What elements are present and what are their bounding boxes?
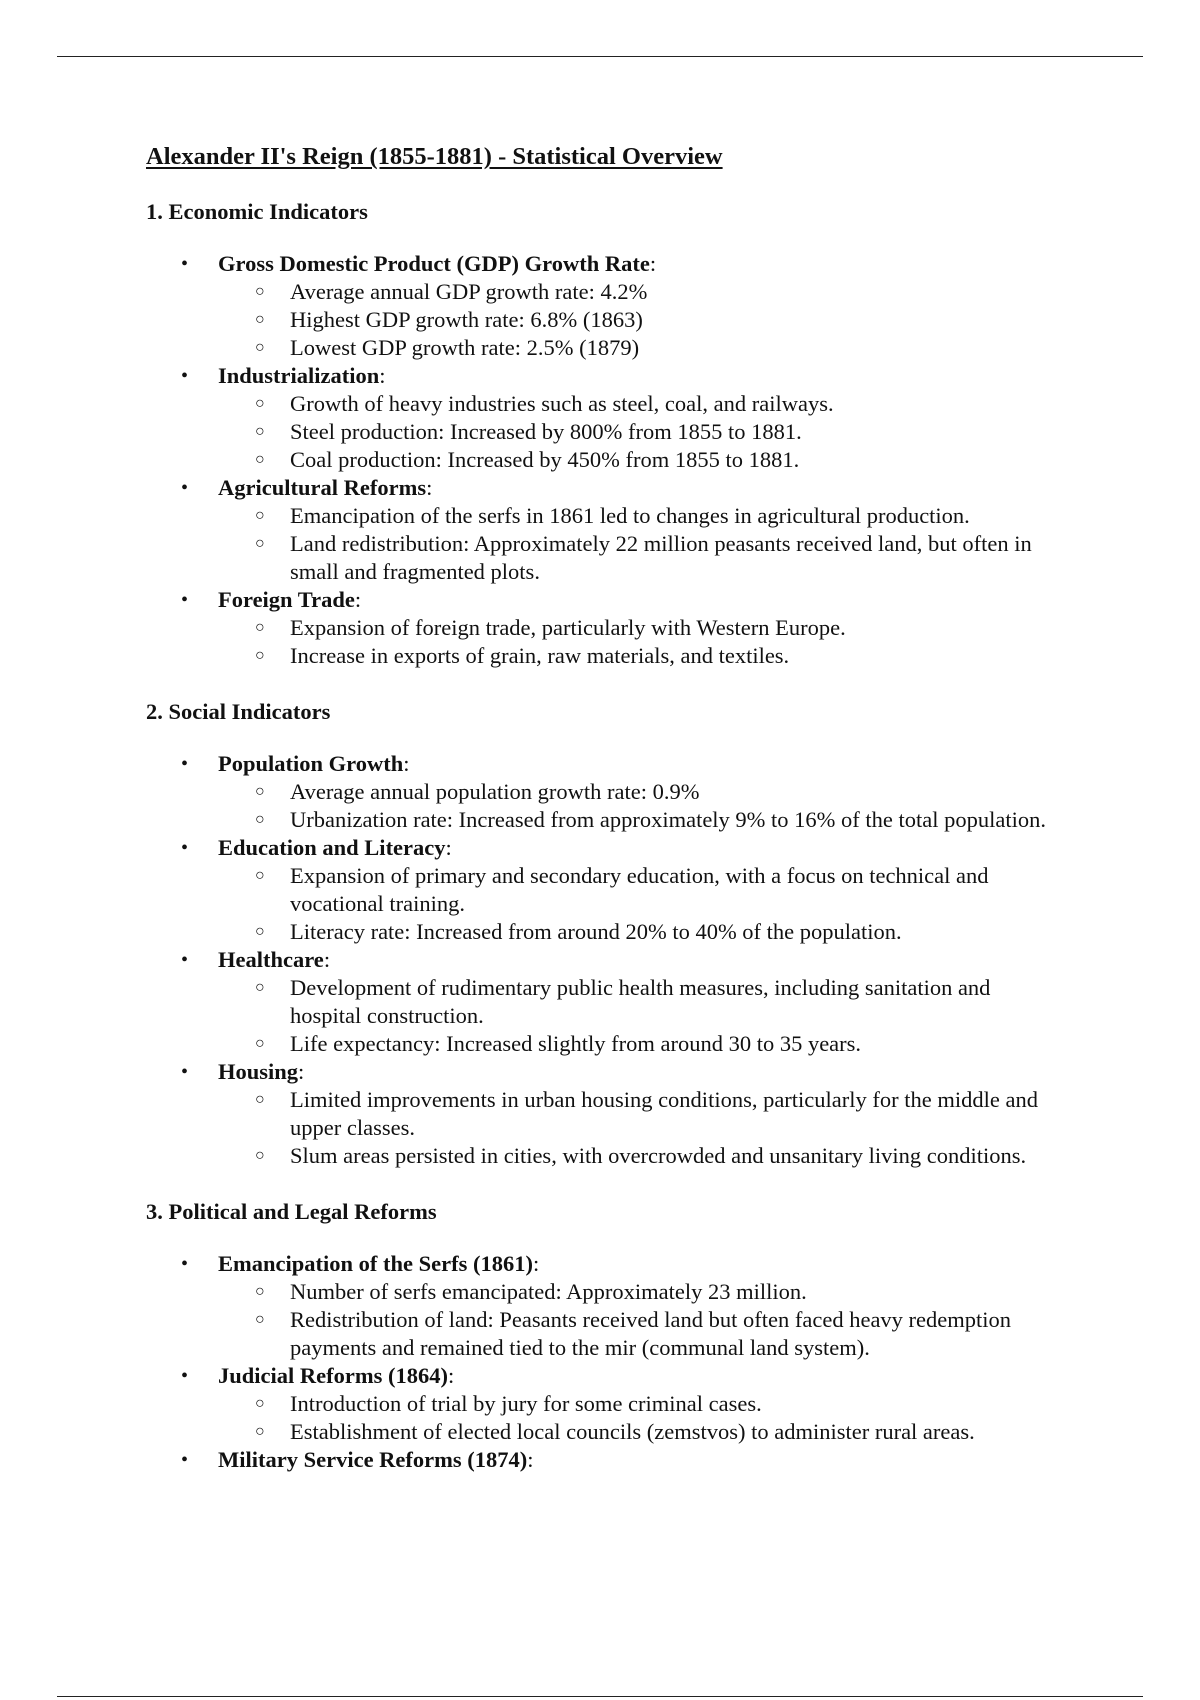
sub-item-text: Average annual population growth rate: 0.9% xyxy=(290,779,700,804)
circle-bullet-icon: ○ xyxy=(255,283,265,300)
sections-container xyxy=(146,198,1066,1474)
item-heading: Gross Domestic Product (GDP) Growth Rate: xyxy=(218,251,657,276)
sub-item-text: Establishment of elected local councils (zemstvos) to administer rural areas. xyxy=(290,1419,975,1444)
sub-list-item xyxy=(218,642,1066,670)
item-label: Military Service Reforms (1874) xyxy=(218,1447,528,1472)
item-heading: Emancipation of the Serfs (1861): xyxy=(218,1251,540,1276)
circle-bullet-icon: ○ xyxy=(255,811,265,828)
sub-item-text: Number of serfs emancipated: Approximately 23 million. xyxy=(290,1279,807,1304)
sub-item-text: Introduction of trial by jury for some criminal cases. xyxy=(290,1391,762,1416)
sub-item-text: Coal production: Increased by 450% from 1855 to 1881. xyxy=(290,447,800,472)
item-heading: Industrialization: xyxy=(218,363,386,388)
item-heading: Healthcare: xyxy=(218,947,331,972)
item-label: Housing xyxy=(218,1059,299,1084)
top-rule xyxy=(57,56,1143,57)
circle-bullet-icon: ○ xyxy=(255,507,265,524)
item-label: Healthcare xyxy=(218,947,324,972)
item-heading: Agricultural Reforms: xyxy=(218,475,433,500)
item-label: Population Growth xyxy=(218,751,404,776)
section-list xyxy=(146,250,1066,670)
section-heading: 3. Political and Legal Reforms xyxy=(146,1199,437,1224)
sub-list xyxy=(218,390,1066,474)
sub-item-text: Expansion of foreign trade, particularly with Western Europe. xyxy=(290,615,846,640)
sub-list-item xyxy=(218,778,1066,806)
sub-item-text: Expansion of primary and secondary education, with a focus on technical and vocational training. xyxy=(290,863,989,916)
sub-list-item xyxy=(218,1418,1066,1446)
list-item xyxy=(146,750,1066,834)
circle-bullet-icon: ○ xyxy=(255,1311,265,1328)
sub-item-text: Lowest GDP growth rate: 2.5% (1879) xyxy=(290,335,640,360)
section-list xyxy=(146,750,1066,1170)
bullet-icon: • xyxy=(181,1365,189,1387)
bottom-rule xyxy=(57,1696,1143,1697)
sub-item-text: Land redistribution: Approximately 22 million peasants received land, but often in small and fragmented plots. xyxy=(290,531,1032,584)
item-label: Foreign Trade xyxy=(218,587,355,612)
item-heading: Housing: xyxy=(218,1059,305,1084)
item-label: Agricultural Reforms xyxy=(218,475,427,500)
circle-bullet-icon: ○ xyxy=(255,1147,265,1164)
sub-list-item xyxy=(218,306,1066,334)
sub-item-text: Steel production: Increased by 800% from 1855 to 1881. xyxy=(290,419,802,444)
item-heading: Population Growth: xyxy=(218,751,410,776)
document-title: Alexander II's Reign (1855-1881) - Statistical Overview xyxy=(146,143,723,170)
list-item xyxy=(146,1446,1066,1474)
circle-bullet-icon: ○ xyxy=(255,923,265,940)
list-item xyxy=(146,946,1066,1058)
sub-list-item xyxy=(218,1306,1066,1362)
sub-list xyxy=(218,1390,1066,1446)
sub-item-text: Emancipation of the serfs in 1861 led to changes in agricultural production. xyxy=(290,503,970,528)
circle-bullet-icon: ○ xyxy=(255,339,265,356)
bullet-icon: • xyxy=(181,949,189,971)
section-heading: 2. Social Indicators xyxy=(146,699,331,724)
bullet-icon: • xyxy=(181,589,189,611)
bullet-icon: • xyxy=(181,253,189,275)
bullet-icon: • xyxy=(181,1253,189,1275)
circle-bullet-icon: ○ xyxy=(255,867,265,884)
bullet-icon: • xyxy=(181,365,189,387)
bullet-icon: • xyxy=(181,477,189,499)
sub-list xyxy=(218,1278,1066,1362)
sub-list xyxy=(218,862,1066,946)
circle-bullet-icon: ○ xyxy=(255,535,265,552)
list-item xyxy=(146,474,1066,586)
sub-list-item xyxy=(218,502,1066,530)
list-item xyxy=(146,1362,1066,1446)
sub-list-item xyxy=(218,278,1066,306)
sub-list xyxy=(218,502,1066,586)
item-heading: Military Service Reforms (1874): xyxy=(218,1447,534,1472)
item-heading: Education and Literacy: xyxy=(218,835,452,860)
circle-bullet-icon: ○ xyxy=(255,1091,265,1108)
sub-list-item xyxy=(218,918,1066,946)
sub-item-text: Redistribution of land: Peasants received land but often faced heavy redemption payments and remained tied to the mir (communal land system). xyxy=(290,1307,1012,1360)
bullet-icon: • xyxy=(181,837,189,859)
list-item xyxy=(146,834,1066,946)
sub-item-text: Life expectancy: Increased slightly from around 30 to 35 years. xyxy=(290,1031,862,1056)
circle-bullet-icon: ○ xyxy=(255,1395,265,1412)
circle-bullet-icon: ○ xyxy=(255,311,265,328)
circle-bullet-icon: ○ xyxy=(255,451,265,468)
sub-list xyxy=(218,1086,1066,1170)
sub-item-text: Average annual GDP growth rate: 4.2% xyxy=(290,279,648,304)
bullet-icon: • xyxy=(181,1449,189,1471)
circle-bullet-icon: ○ xyxy=(255,1035,265,1052)
sub-list-item xyxy=(218,334,1066,362)
list-item xyxy=(146,1250,1066,1362)
bullet-icon: • xyxy=(181,753,189,775)
circle-bullet-icon: ○ xyxy=(255,979,265,996)
sub-list-item xyxy=(218,806,1066,834)
section-list xyxy=(146,1250,1066,1474)
list-item xyxy=(146,362,1066,474)
sub-list-item xyxy=(218,1278,1066,1306)
section-heading: 1. Economic Indicators xyxy=(146,199,368,224)
circle-bullet-icon: ○ xyxy=(255,619,265,636)
sub-item-text: Limited improvements in urban housing conditions, particularly for the middle and upper classes. xyxy=(290,1087,1038,1140)
item-label: Education and Literacy xyxy=(218,835,446,860)
circle-bullet-icon: ○ xyxy=(255,423,265,440)
sub-list-item xyxy=(218,862,1066,918)
sub-item-text: Growth of heavy industries such as steel, coal, and railways. xyxy=(290,391,834,416)
sub-list-item xyxy=(218,614,1066,642)
circle-bullet-icon: ○ xyxy=(255,1423,265,1440)
document-body xyxy=(146,140,1066,1502)
list-item xyxy=(146,586,1066,670)
sub-item-text: Development of rudimentary public health measures, including sanitation and hospital construction. xyxy=(290,975,991,1028)
sub-list-item xyxy=(218,1390,1066,1418)
sub-list-item xyxy=(218,418,1066,446)
sub-list-item xyxy=(218,1142,1066,1170)
sub-item-text: Urbanization rate: Increased from approximately 9% to 16% of the total population. xyxy=(290,807,1047,832)
bullet-icon: • xyxy=(181,1061,189,1083)
item-label: Judicial Reforms (1864) xyxy=(218,1363,448,1388)
sub-list-item xyxy=(218,1086,1066,1142)
sub-list-item xyxy=(218,530,1066,586)
list-item xyxy=(146,1058,1066,1170)
item-label: Industrialization xyxy=(218,363,380,388)
sub-item-text: Increase in exports of grain, raw materials, and textiles. xyxy=(290,643,790,668)
list-item xyxy=(146,250,1066,362)
sub-list xyxy=(218,974,1066,1058)
circle-bullet-icon: ○ xyxy=(255,783,265,800)
circle-bullet-icon: ○ xyxy=(255,395,265,412)
sub-list-item xyxy=(218,390,1066,418)
sub-list xyxy=(218,614,1066,670)
item-heading: Foreign Trade: xyxy=(218,587,362,612)
circle-bullet-icon: ○ xyxy=(255,647,265,664)
sub-item-text: Highest GDP growth rate: 6.8% (1863) xyxy=(290,307,643,332)
item-heading: Judicial Reforms (1864): xyxy=(218,1363,455,1388)
sub-list-item xyxy=(218,446,1066,474)
sub-list xyxy=(218,278,1066,362)
sub-list-item xyxy=(218,974,1066,1030)
sub-item-text: Literacy rate: Increased from around 20% to 40% of the population. xyxy=(290,919,902,944)
sub-list-item xyxy=(218,1030,1066,1058)
item-label: Emancipation of the Serfs (1861) xyxy=(218,1251,533,1276)
item-label: Gross Domestic Product (GDP) Growth Rate xyxy=(218,251,650,276)
circle-bullet-icon: ○ xyxy=(255,1283,265,1300)
sub-item-text: Slum areas persisted in cities, with overcrowded and unsanitary living conditions. xyxy=(290,1143,1027,1168)
sub-list xyxy=(218,778,1066,834)
